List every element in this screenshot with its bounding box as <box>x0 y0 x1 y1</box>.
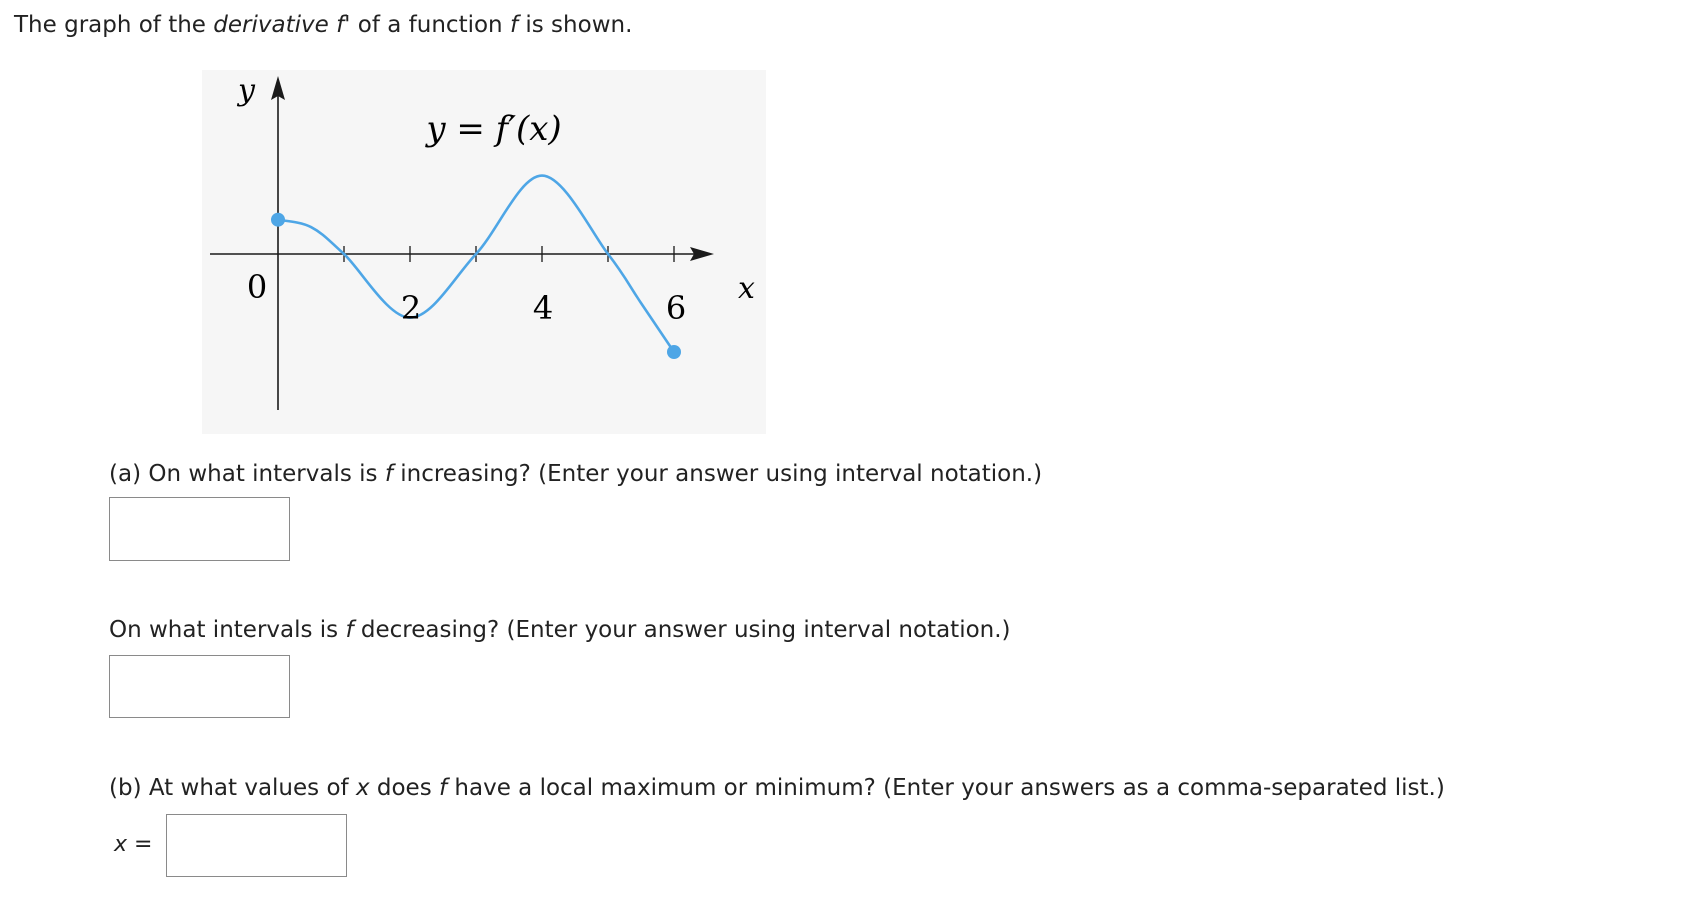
intro-mid: of a function <box>350 12 510 38</box>
left-endpoint-dot <box>271 213 285 227</box>
part-b-question <box>109 775 1445 801</box>
increasing-intervals-input[interactable] <box>109 497 290 561</box>
part-a-question <box>109 461 1042 487</box>
tick-label-6: 6 <box>665 289 687 327</box>
right-endpoint-dot <box>667 345 681 359</box>
part-a-suffix: increasing? (Enter your answer using interval notation.) <box>392 461 1043 487</box>
tick-label-2: 2 <box>400 289 422 327</box>
x-equals-label <box>114 832 152 857</box>
part-a-f: f <box>384 461 393 487</box>
tick-label-0: 0 <box>246 268 268 306</box>
graph-svg <box>202 70 766 434</box>
y-axis-label: y <box>238 73 255 108</box>
part-b-prefix: (b) At what values of <box>109 775 356 801</box>
curve-label: y = f′(x) <box>426 109 562 149</box>
decreasing-intervals-input[interactable] <box>109 655 290 718</box>
intro-emphasis: derivative <box>213 12 329 38</box>
part-b-mid: does <box>369 775 439 801</box>
intro-prefix: The graph of the <box>14 12 214 38</box>
part-b-x: x <box>355 775 370 801</box>
tick-label-4: 4 <box>532 289 554 327</box>
part-a2-suffix: decreasing? (Enter your answer using interval notation.) <box>353 617 1011 643</box>
intro-suffix: is shown. <box>518 12 633 38</box>
question-intro <box>14 12 632 38</box>
intro-f: f <box>509 12 519 38</box>
part-a-decreasing-question <box>109 617 1011 643</box>
intro-fprime: f' <box>336 12 351 38</box>
derivative-graph <box>202 70 766 434</box>
part-a-prefix: (a) On what intervals is <box>109 461 385 487</box>
x-axis-label: x <box>738 271 755 306</box>
part-b-suffix: have a local maximum or minimum? (Enter your answers as a comma-separated list.) <box>447 775 1445 801</box>
x-equals-sign: = <box>127 832 153 857</box>
extrema-x-values-input[interactable] <box>166 814 347 877</box>
part-a2-prefix: On what intervals is <box>109 617 346 643</box>
part-a2-f: f <box>345 617 354 643</box>
x-equals-var: x <box>114 832 128 857</box>
part-b-f: f <box>439 775 448 801</box>
